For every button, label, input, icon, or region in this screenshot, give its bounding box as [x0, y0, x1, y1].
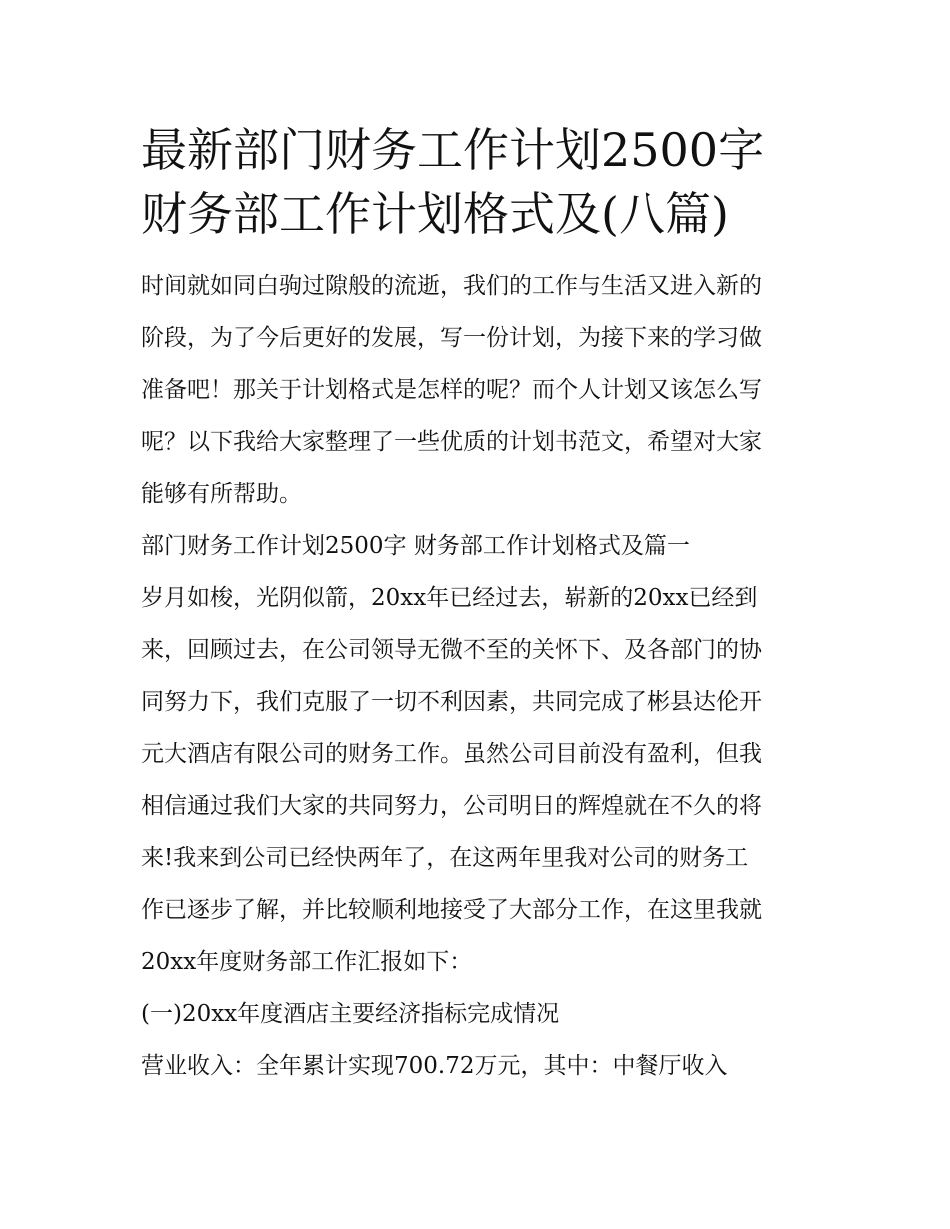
paragraph-line-6: 来!我来到公司已经快两年了，在这两年里我对公司的财务工	[141, 845, 749, 871]
intro-line-1: 时间就如同白驹过隙般的流逝，我们的工作与生活又进入新的	[141, 273, 762, 299]
document-title	[141, 118, 813, 246]
revenue-line: 营业收入：全年累计实现700.72万元，其中：中餐厅收入	[141, 1053, 728, 1079]
paragraph-line-8: 20xx年度财务部工作汇报如下：	[141, 949, 473, 975]
paragraph-line-4: 元大酒店有限公司的财务工作。虽然公司目前没有盈利，但我	[141, 741, 762, 767]
paragraph-line-5: 相信通过我们大家的共同努力，公司明日的辉煌就在不久的将	[141, 793, 762, 819]
paragraph-line-2: 来，回顾过去，在公司领导无微不至的关怀下、及各部门的协	[141, 637, 762, 663]
title-line-2: 财务部工作计划格式及(八篇)	[141, 187, 729, 241]
document-page	[141, 118, 813, 1092]
intro-line-5: 能够有所帮助。	[141, 481, 302, 507]
section-heading: 部门财务工作计划2500字 财务部工作计划格式及篇一	[141, 533, 690, 559]
title-line-1: 最新部门财务工作计划2500字	[141, 123, 765, 177]
paragraph-line-1: 岁月如梭，光阴似箭，20xx年已经过去，崭新的20xx已经到	[141, 585, 758, 611]
intro-line-4: 呢？以下我给大家整理了一些优质的计划书范文，希望对大家	[141, 429, 762, 455]
subheading: (一)20xx年度酒店主要经济指标完成情况	[141, 1001, 560, 1027]
intro-line-2: 阶段，为了今后更好的发展，写一份计划，为接下来的学习做	[141, 325, 762, 351]
paragraph-line-7: 作已逐步了解，并比较顺利地接受了大部分工作，在这里我就	[141, 897, 762, 923]
document-body	[141, 260, 813, 1092]
paragraph-line-3: 同努力下，我们克服了一切不利因素，共同完成了彬县达伦开	[141, 689, 762, 715]
intro-line-3: 准备吧！那关于计划格式是怎样的呢？而个人计划又该怎么写	[141, 377, 762, 403]
